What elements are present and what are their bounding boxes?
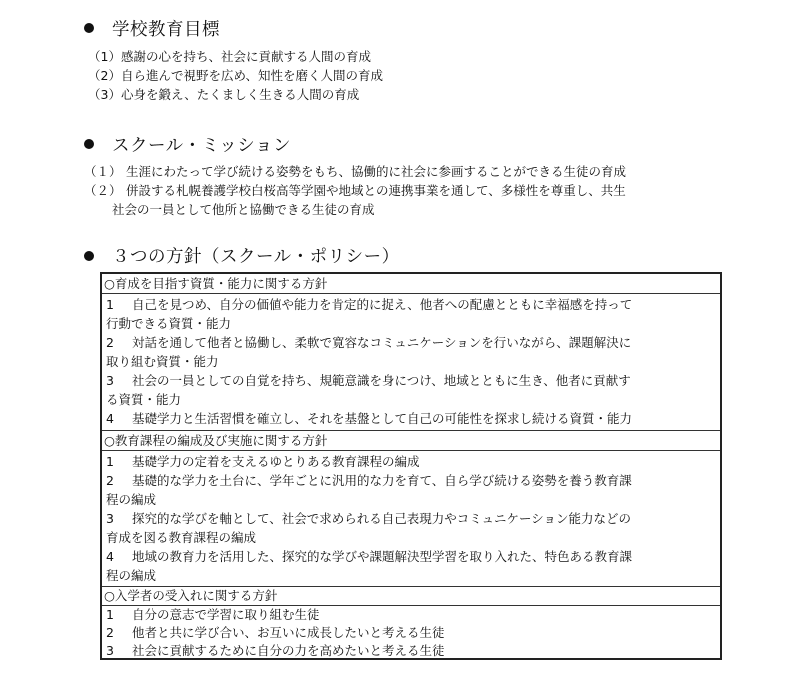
policy-item-text: 自己を見つめ、自分の価値や能力を肯定的に捉え、他者への配慮とともに幸福感を持って xyxy=(132,297,633,312)
policy-item xyxy=(106,409,718,428)
policy-item-num: 3 xyxy=(106,643,114,658)
policy-item-text: 探究的な学びを軸として、社会で求められる自己表現力やコミュニケーション能力などの xyxy=(132,511,632,526)
goals-item-num: （1） xyxy=(88,49,121,64)
mission-item xyxy=(84,181,626,200)
divider xyxy=(102,293,720,294)
policy-item-num: 3 xyxy=(106,511,114,526)
divider xyxy=(102,430,720,431)
mission-item-num: （２） xyxy=(84,183,122,198)
goals-item xyxy=(88,66,383,85)
mission-item-text: 生涯にわたって学び続ける姿勢をもち、協働的に社会に参画することができる生徒の育成 xyxy=(126,164,627,179)
policy-item-text: 他者と共に学び合い、お互いに成長したいと考える生徒 xyxy=(132,625,445,640)
policy-item xyxy=(106,295,718,314)
policy-item-text: 地域の教育力を活用した、探究的な学びや課題解決型学習を取り入れた、特色ある教育課 xyxy=(132,549,633,564)
mission-item-num: （１） xyxy=(84,164,122,179)
policy-item-text: 社会の一員としての自覚を持ち、規範意識を身につけ、地域とともに生き、他者に貢献す xyxy=(132,373,631,388)
policy-item-num: 2 xyxy=(106,625,114,640)
goals-item xyxy=(88,85,359,104)
policy-item-continuation: る資質・能力 xyxy=(106,392,182,407)
policy-item xyxy=(106,547,718,566)
policy-item-num: 1 xyxy=(106,607,114,622)
policy-item-continuation: 程の編成 xyxy=(106,492,157,507)
policy-item-num: 4 xyxy=(106,411,114,426)
policy-item-num: 3 xyxy=(106,373,114,388)
policy-item-text: 基礎学力と生活習慣を確立し、それを基盤として自己の可能性を探求し続ける資質・能力 xyxy=(132,411,633,426)
policy-item xyxy=(106,452,718,471)
policy-item-continuation: 程の編成 xyxy=(106,568,157,583)
policy-item xyxy=(106,371,718,390)
policy-item-continuation: 行動できる資質・能力 xyxy=(106,316,232,331)
mission-item xyxy=(84,162,626,181)
bullet-icon xyxy=(84,23,94,33)
divider xyxy=(102,450,720,451)
policy-table xyxy=(100,272,722,660)
policy-item-text: 対話を通して他者と協働し、柔軟で寛容なコミュニケーションを行いながら、課題解決に xyxy=(132,335,632,350)
policy-item-num: 2 xyxy=(106,335,114,350)
policy-item-text: 基礎的な学力を土台に、学年ごとに汎用的な力を育て、自ら学び続ける姿勢を養う教育課 xyxy=(132,473,632,488)
policy-item-num: 1 xyxy=(106,297,114,312)
policy-item xyxy=(106,471,718,490)
goals-item-text: 自ら進んで視野を広め、知性を磨く人間の育成 xyxy=(120,68,383,83)
mission-heading: スクール・ミッション xyxy=(112,136,291,156)
policy-heading: ３つの方針（スクール・ポリシー） xyxy=(112,247,400,267)
policy-item xyxy=(106,641,718,660)
bullet-icon xyxy=(84,139,94,149)
mission-item-text: 併設する札幌養護学校白桜高等学園や地域との連携事業を通して、多様性を尊重し、共生 xyxy=(126,183,626,198)
policy-item-num: 4 xyxy=(106,549,114,564)
policy-section-title: ○入学者の受入れに関する方針 xyxy=(104,588,278,603)
policy-section-title: ○育成を目指す資質・能力に関する方針 xyxy=(104,276,328,291)
goals-item-text: 感謝の心を持ち、社会に貢献する人間の育成 xyxy=(120,49,371,64)
policy-item xyxy=(106,605,718,624)
policy-item-continuation: 育成を図る教育課程の編成 xyxy=(106,530,257,545)
policy-item-text: 基礎学力の定着を支えるゆとりある教育課程の編成 xyxy=(132,454,420,469)
goals-item-num: （3） xyxy=(88,87,121,102)
goals-heading: 学校教育目標 xyxy=(112,20,220,40)
policy-item-continuation: 取り組む資質・能力 xyxy=(106,354,219,369)
policy-item xyxy=(106,333,718,352)
goals-item-text: 心身を鍛え、たくましく生きる人間の育成 xyxy=(120,87,360,102)
policy-item-text: 自分の意志で学習に取り組む生徒 xyxy=(132,607,320,622)
goals-item xyxy=(88,47,371,66)
policy-section-title: ○教育課程の編成及び実施に関する方針 xyxy=(104,433,328,448)
mission-item-continuation: 社会の一員として他所と協働できる生徒の育成 xyxy=(112,202,375,217)
policy-item-text: 社会に貢献するために自分の力を高めたいと考える生徒 xyxy=(132,643,445,658)
policy-item-num: 2 xyxy=(106,473,114,488)
policy-item xyxy=(106,509,718,528)
policy-item-num: 1 xyxy=(106,454,114,469)
policy-item xyxy=(106,623,718,642)
bullet-icon xyxy=(84,251,94,261)
goals-item-num: （2） xyxy=(88,68,121,83)
